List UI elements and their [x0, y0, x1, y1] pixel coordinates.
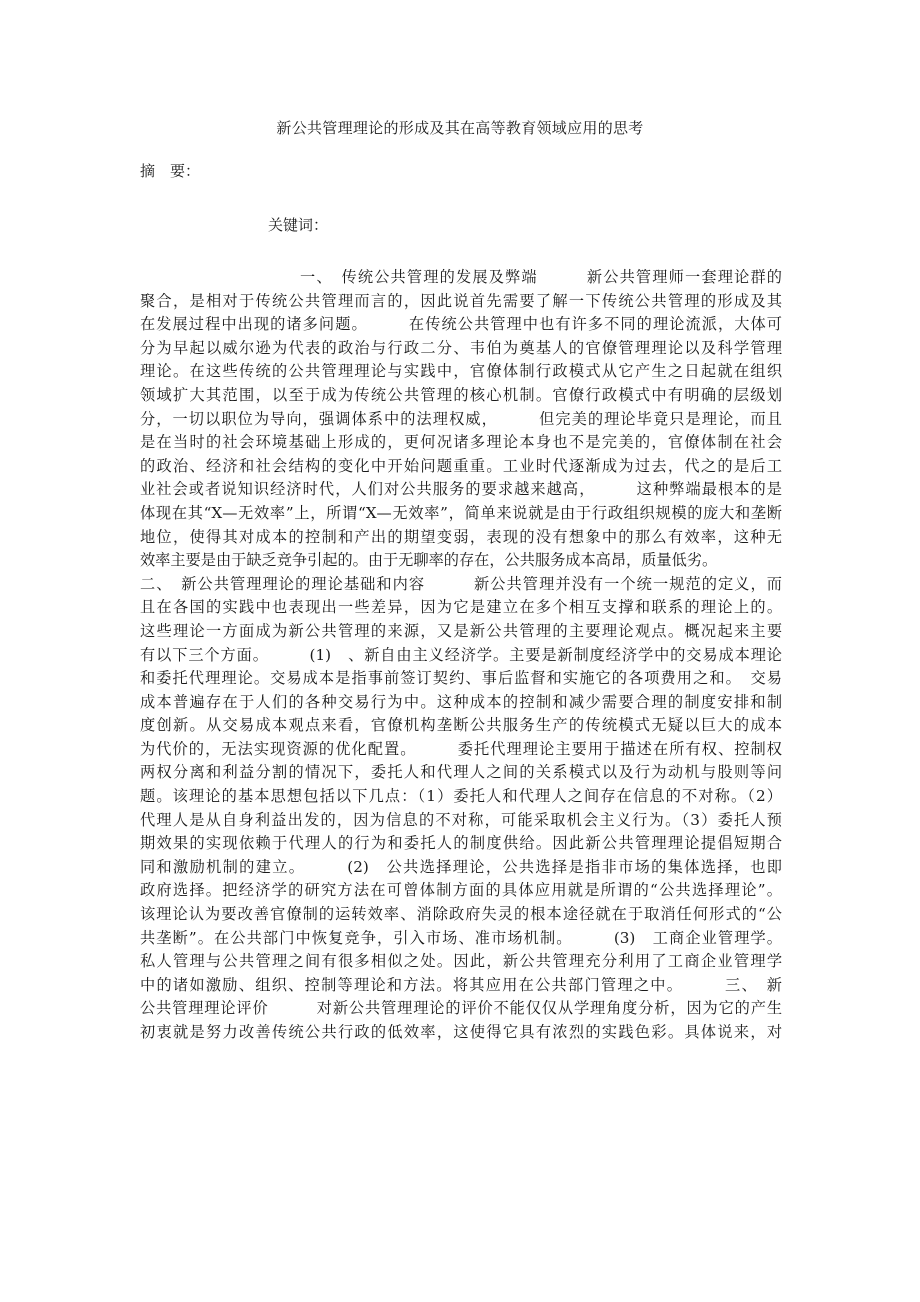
body-line: 这些理论一方面成为新公共管理的来源，又是新公共管理的主要理论观点。概况起来主要: [140, 621, 782, 640]
body-line: 的政治、经济和社会结构的变化中开始问题重重。工业时代逐渐成为过去，代之的是后工: [140, 456, 782, 475]
body-line: 业社会或者说知识经济时代，人们对公共服务的要求越来越高， 这种弊端最根本的是: [140, 480, 782, 499]
body-line: 体现在其“X—无效率”上，所谓“X—无效率”，简单来说就是由于行政组织规模的庞大和垄断: [140, 503, 782, 522]
body-line: 期效果的实现依赖于代理人的行为和委托人的制度供给。因此新公共管理理论提倡短期合: [140, 834, 782, 853]
body-line: 公共管理理论评价 对新公共管理理论的评价不能仅仅从学理角度分析，因为它的产生: [140, 999, 782, 1018]
body-line: 为代价的，无法实现资源的优化配置。 委托代理理论主要用于描述在所有权、控制权: [140, 739, 782, 758]
document-title: 新公共管理理论的形成及其在高等教育领域应用的思考: [276, 119, 644, 137]
body-line: 题。该理论的基本思想包括以下几点：（1）委托人和代理人之间存在信息的不对称。（2）: [140, 787, 782, 806]
body-line: 有以下三个方面。 (1) 、新自由主义经济学。主要是新制度经济学中的交易成本理论: [140, 645, 782, 664]
body-line: 私人管理与公共管理之间有很多相似之处。因此，新公共管理充分利用了工商企业管理学: [140, 952, 782, 971]
body-line: 领域扩大其范围，以至于成为传统公共管理的核心机制。官僚行政模式中有明确的层级划: [140, 385, 782, 404]
body-line: 分为早起以威尔逊为代表的政治与行政二分、韦伯为奠基人的官僚管理理论以及科学管理: [140, 338, 782, 357]
body-line: 聚合，是相对于传统公共管理而言的，因此说首先需要了解一下传统公共管理的形成及其: [140, 291, 782, 310]
body-text: [140, 266, 782, 1045]
body-line: 在发展过程中出现的诸多问题。 在传统公共管理中也有许多不同的理论流派，大体可: [140, 315, 782, 334]
body-line: 共垄断”。在公共部门中恢复竞争，引入市场、准市场机制。 (3) 工商企业管理学。: [140, 928, 782, 947]
body-line: 和委托代理理论。交易成本是指事前签订契约、事后监督和实施它的各项费用之和。 交易: [140, 669, 782, 688]
body-line: 理论。在这些传统的公共管理理论与实践中，官僚体制行政模式从它产生之日起就在组织: [140, 362, 782, 381]
body-line: 一、 传统公共管理的发展及弊端 新公共管理师一套理论群的: [300, 268, 782, 286]
body-line: 是在当时的社会环境基础上形成的，更何况诸多理论本身也不是完美的，官僚体制在社会: [140, 433, 782, 452]
body-line: 效率主要是由于缺乏竞争引起的。由于无聊率的存在，公共服务成本高昂，质量低劣。: [140, 551, 718, 570]
body-line: 分，一切以职位为导向，强调体系中的法理权威， 但完美的理论毕竟只是理论，而且: [140, 409, 782, 428]
body-line: 同和激励机制的建立。 (2) 公共选择理论，公共选择是指非市场的集体选择，也即: [140, 857, 782, 876]
abstract-label: 摘 要：: [140, 162, 201, 180]
body-line: 该理论认为要改善官僚制的运转效率、消除政府失灵的根本途径就在于取消任何形式的“公: [140, 905, 782, 924]
body-line: 中的诸如激励、组织、控制等理论和方法。将其应用在公共部门管理之中。 三、 新: [140, 975, 782, 994]
body-line: 成本普遍存在于人们的各种交易行为中。这种成本的控制和减少需要合理的制度安排和制: [140, 692, 782, 711]
body-line: 地位，使得其对成本的控制和产出的期望变弱，表现的没有想象中的那么有效率，这种无: [140, 527, 782, 546]
body-line: 两权分离和利益分割的情况下，委托人和代理人之间的关系模式以及行为动机与股则等问: [140, 763, 782, 782]
body-line: 初衷就是努力改善传统公共行政的低效率，这使得它具有浓烈的实践色彩。具体说来，对: [140, 1023, 782, 1041]
body-line: 度创新。从交易成本观点来看，官僚机构垄断公共服务生产的传统模式无疑以巨大的成本: [140, 716, 782, 735]
body-line: 且在各国的实践中也表现出一些差异，因为它是建立在多个相互支撑和联系的理论上的。: [140, 598, 782, 617]
keywords-label: 关键词：: [268, 216, 329, 234]
body-line: 政府选择。把经济学的研究方法在可曾体制方面的具体应用就是所谓的“公共选择理论”。: [140, 881, 782, 900]
body-line: 代理人是从自身利益出发的，因为信息的不对称，可能采取机会主义行为。（3）委托人预: [140, 810, 782, 829]
body-line: 二、 新公共管理理论的理论基础和内容 新公共管理并没有一个统一规范的定义，而: [140, 574, 782, 593]
